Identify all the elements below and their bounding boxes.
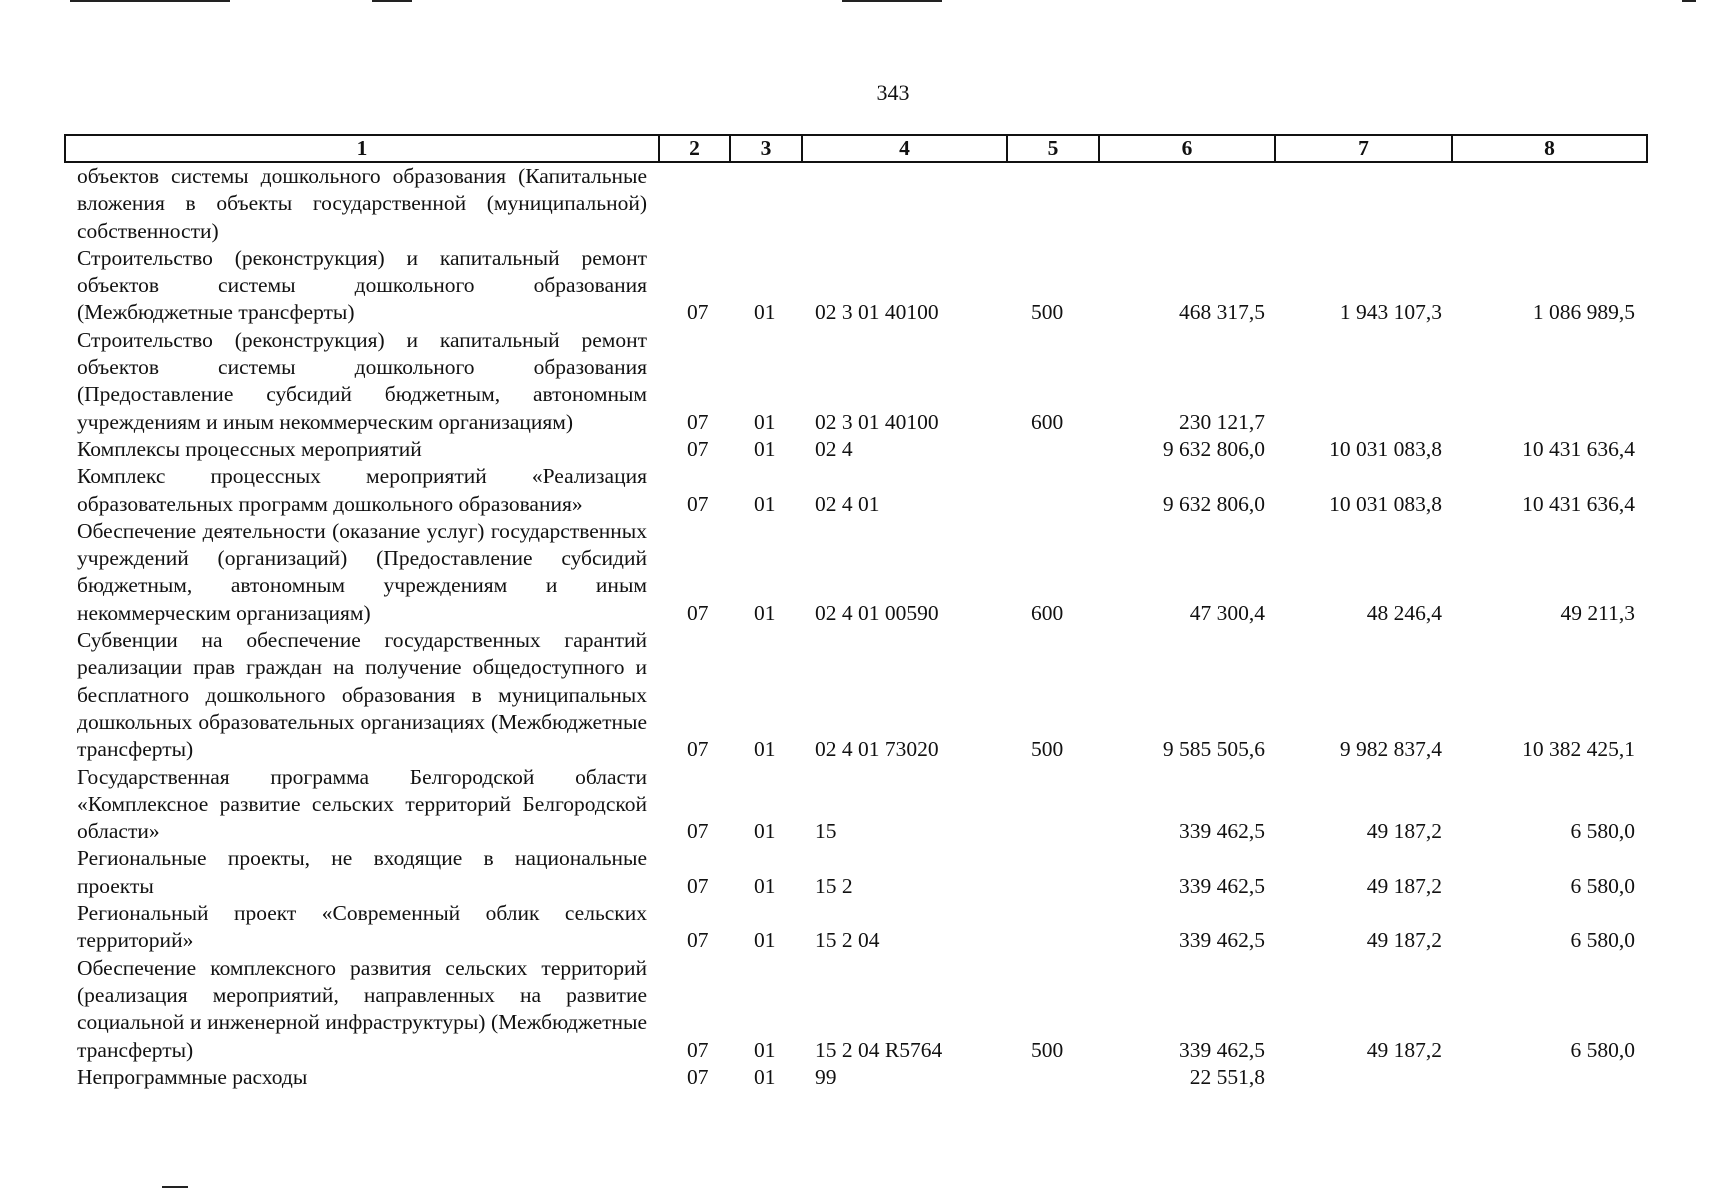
row-section (659, 162, 730, 245)
row-expense-type: 500 (1031, 1037, 1064, 1062)
row-subsection: 01 (754, 1037, 776, 1062)
header-col-4: 4 (802, 135, 1007, 162)
row-subsection: 01 (754, 436, 776, 461)
row-expense-type: 500 (1031, 300, 1064, 325)
row-amount-col8: 49 211,3 (1560, 600, 1635, 625)
header-col-1: 1 (65, 135, 659, 162)
row-subsection: 01 (754, 819, 776, 844)
row-amount-col8: 10 431 636,4 (1522, 436, 1635, 461)
table-row (65, 436, 1647, 463)
row-amount-col7: 49 187,2 (1366, 819, 1442, 844)
table-row (65, 245, 1647, 327)
row-target-article (802, 162, 1007, 245)
table-row (65, 900, 1647, 955)
scan-mark-top-mid (372, 0, 412, 2)
row-name: объектов системы дошкольного образования (Капитальные вложения в объекты государственной (муниципальной) собственности) (77, 164, 647, 243)
table-row (65, 327, 1647, 436)
row-section: 07 (687, 436, 709, 461)
row-amount-col7: 10 031 083,8 (1329, 491, 1442, 516)
row-amount-col8 (1452, 327, 1647, 436)
row-subsection: 01 (754, 928, 776, 953)
row-target-article: 15 2 04 (815, 928, 880, 953)
page-number: 343 (876, 80, 910, 105)
row-target-article: 99 (815, 1064, 837, 1089)
row-name: Региональные проекты, не входящие в национальные проекты (77, 846, 647, 898)
row-section: 07 (687, 873, 709, 898)
row-name: Комплексы процессных мероприятий (77, 436, 422, 461)
row-amount-col7 (1275, 162, 1452, 245)
row-amount-col6: 22 551,8 (1189, 1064, 1265, 1089)
row-expense-type: 500 (1031, 737, 1064, 762)
row-expense-type (1007, 1064, 1099, 1091)
row-name: Строительство (реконструкция) и капитальный ремонт объектов системы дошкольного образования (Предоставление субсидий бюджетным, автономным учреждениям и иным некоммерческим организациям) (77, 327, 647, 434)
table-row (65, 627, 1647, 763)
scan-mark-top-center (842, 0, 942, 2)
row-name: Государственная программа Белгородской области «Комплексное развитие сельских территорий Белгородской области» (77, 764, 647, 844)
row-amount-col7: 49 187,2 (1366, 873, 1442, 898)
row-amount-col7: 49 187,2 (1366, 1037, 1442, 1062)
row-amount-col8: 10 382 425,1 (1522, 737, 1635, 762)
row-subsection: 01 (754, 600, 776, 625)
header-col-8: 8 (1452, 135, 1647, 162)
row-expense-type (1007, 900, 1099, 955)
row-subsection (730, 162, 802, 245)
row-amount-col7: 10 031 083,8 (1329, 436, 1442, 461)
row-amount-col6: 339 462,5 (1179, 928, 1265, 953)
row-target-article: 02 4 01 73020 (815, 737, 939, 762)
row-expense-type: 600 (1031, 409, 1064, 434)
row-section: 07 (687, 409, 709, 434)
row-section: 07 (687, 1064, 709, 1089)
row-amount-col6: 9 585 505,6 (1162, 737, 1265, 762)
row-expense-type (1007, 764, 1099, 846)
header-row (65, 135, 1647, 162)
scan-mark-bottom-left (162, 1186, 188, 1188)
row-amount-col7: 1 943 107,3 (1339, 300, 1442, 325)
row-subsection: 01 (754, 873, 776, 898)
row-amount-col6 (1099, 162, 1275, 245)
row-amount-col6: 9 632 806,0 (1162, 491, 1265, 516)
row-subsection: 01 (754, 1064, 776, 1089)
row-section: 07 (687, 491, 709, 516)
row-amount-col7 (1275, 327, 1452, 436)
row-amount-col6: 230 121,7 (1179, 409, 1265, 434)
row-subsection: 01 (754, 737, 776, 762)
row-amount-col7: 48 246,4 (1366, 600, 1442, 625)
row-amount-col8: 6 580,0 (1570, 819, 1635, 844)
table-body (65, 162, 1647, 1091)
table-header (65, 135, 1647, 162)
header-col-2: 2 (659, 135, 730, 162)
row-amount-col8: 6 580,0 (1570, 1037, 1635, 1062)
row-expense-type (1007, 436, 1099, 463)
header-col-5: 5 (1007, 135, 1099, 162)
row-amount-col6: 9 632 806,0 (1162, 436, 1265, 461)
row-name: Обеспечение деятельности (оказание услуг) государственных учреждений (организаций) (Предоставление субсидий бюджетным, автономным учреждениям и иным некоммерческим организациям) (77, 518, 647, 625)
row-section: 07 (687, 300, 709, 325)
row-amount-col8 (1452, 162, 1647, 245)
row-name: Строительство (реконструкция) и капитальный ремонт объектов системы дошкольного образования (Межбюджетные трансферты) (77, 245, 647, 325)
table-row (65, 955, 1647, 1064)
row-name: Непрограммные расходы (77, 1064, 308, 1089)
table-row (65, 764, 1647, 846)
row-section: 07 (687, 1037, 709, 1062)
table-row (65, 518, 1647, 627)
row-amount-col8: 6 580,0 (1570, 873, 1635, 898)
row-amount-col8: 6 580,0 (1570, 928, 1635, 953)
row-amount-col7: 49 187,2 (1366, 928, 1442, 953)
row-amount-col6: 339 462,5 (1179, 1037, 1265, 1062)
row-expense-type (1007, 463, 1099, 518)
row-name: Обеспечение комплексного развития сельских территорий (реализация мероприятий, направленных на развитие социальной и инженерной инфраструктуры) (Межбюджетные трансферты) (77, 955, 647, 1062)
row-amount-col8 (1452, 1064, 1647, 1091)
row-amount-col7 (1275, 1064, 1452, 1091)
table-row (65, 1064, 1647, 1091)
row-expense-type (1007, 845, 1099, 900)
row-amount-col7: 9 982 837,4 (1339, 737, 1442, 762)
row-target-article: 02 4 (815, 436, 853, 461)
row-section: 07 (687, 737, 709, 762)
row-name: Комплекс процессных мероприятий «Реализация образовательных программ дошкольного образования» (77, 464, 647, 516)
table-row (65, 463, 1647, 518)
header-col-3: 3 (730, 135, 802, 162)
row-section: 07 (687, 819, 709, 844)
row-target-article: 15 2 04 R5764 (815, 1037, 943, 1062)
header-col-7: 7 (1275, 135, 1452, 162)
header-col-6: 6 (1099, 135, 1275, 162)
row-target-article: 15 (815, 819, 837, 844)
row-subsection: 01 (754, 491, 776, 516)
row-amount-col6: 339 462,5 (1179, 819, 1265, 844)
row-target-article: 02 4 01 00590 (815, 600, 939, 625)
row-amount-col8: 1 086 989,5 (1532, 300, 1635, 325)
row-expense-type (1007, 162, 1099, 245)
row-target-article: 15 2 (815, 873, 853, 898)
row-section: 07 (687, 928, 709, 953)
row-target-article: 02 3 01 40100 (815, 300, 939, 325)
row-target-article: 02 3 01 40100 (815, 409, 939, 434)
row-amount-col6: 339 462,5 (1179, 873, 1265, 898)
row-subsection: 01 (754, 409, 776, 434)
row-amount-col6: 47 300,4 (1189, 600, 1265, 625)
row-section: 07 (687, 600, 709, 625)
row-name: Субвенции на обеспечение государственных гарантий реализации прав граждан на получение общедоступного и бесплатного дошкольного образования в муниципальных дошкольных образовательных организациях (Межбюджетные трансферты) (77, 628, 647, 762)
budget-table (64, 134, 1648, 1091)
scan-mark-top-left (70, 0, 230, 2)
row-amount-col8: 10 431 636,4 (1522, 491, 1635, 516)
row-name: Региональный проект «Современный облик сельских территорий» (77, 901, 647, 953)
table-row (65, 845, 1647, 900)
row-target-article: 02 4 01 (815, 491, 880, 516)
table-row (65, 162, 1647, 245)
row-subsection: 01 (754, 300, 776, 325)
row-expense-type: 600 (1031, 600, 1064, 625)
scan-mark-top-right (1682, 0, 1696, 2)
row-amount-col6: 468 317,5 (1179, 300, 1265, 325)
